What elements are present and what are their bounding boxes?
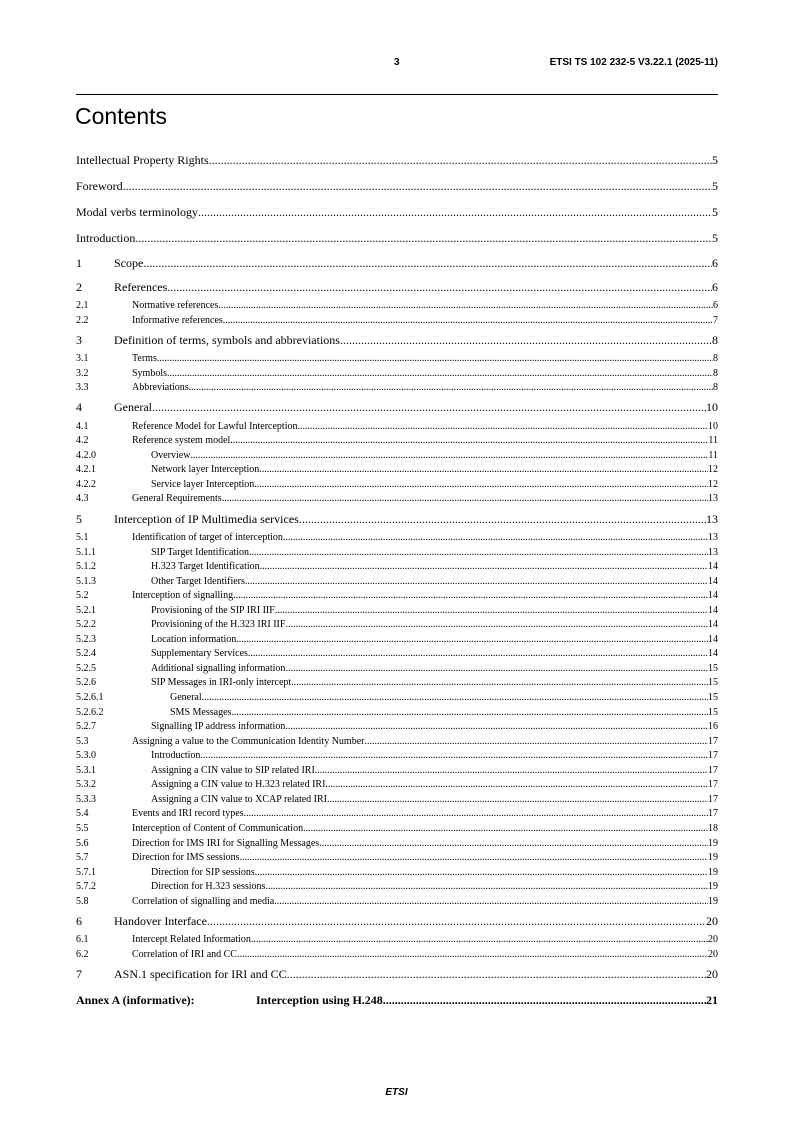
toc-entry-page: 19 (708, 837, 718, 849)
toc-entry-title: Introduction (76, 230, 136, 245)
toc-dot-leader (283, 531, 708, 546)
toc-entry-title: Interception of signalling (132, 590, 234, 602)
page-header (76, 57, 718, 71)
toc-dot-leader (190, 449, 708, 464)
toc-entry-title: Direction for IMS sessions (132, 852, 240, 864)
toc-entry-title: General (170, 692, 202, 704)
toc-entry[interactable] (76, 933, 718, 948)
toc-entry-number: 3 (76, 332, 82, 347)
toc-entry-page: 16 (708, 721, 718, 733)
toc-entry-number: 2.1 (76, 300, 89, 311)
toc-entry-number: 5.1.1 (76, 546, 96, 558)
footer-etsi: ETSI (385, 1087, 408, 1098)
toc-entry-title: Normative references (132, 300, 219, 311)
toc-entry[interactable] (76, 647, 718, 662)
toc-entry[interactable] (76, 851, 718, 866)
toc-entry-number: 4.3 (76, 493, 89, 505)
toc-entry-page: 17 (708, 779, 718, 791)
toc-dot-leader (275, 604, 708, 619)
toc-entry-page: 11 (708, 449, 718, 461)
toc-entry-number: 5.3 (76, 735, 89, 747)
toc-entry[interactable] (76, 633, 718, 648)
toc-entry-title: Interception of IP Multimedia services (114, 511, 299, 526)
toc-entry-page: 20 (706, 913, 718, 928)
toc-entry-page: 13 (706, 511, 718, 526)
toc-entry[interactable] (76, 463, 718, 478)
toc-entry-title: References (114, 279, 168, 294)
toc-entry[interactable] (76, 420, 718, 435)
toc-entry-page: 20 (708, 934, 718, 946)
toc-entry-number: 5.2.7 (76, 721, 96, 733)
toc-entry-title: Abbreviations (132, 382, 189, 394)
toc-dot-leader (303, 822, 708, 837)
toc-dot-leader (152, 400, 706, 415)
toc-entry-page: 14 (708, 575, 718, 587)
toc-dot-leader (340, 333, 712, 348)
toc-entry-title: Intercept Related Information (132, 934, 251, 946)
toc-entry-page: 15 (708, 662, 718, 674)
toc-entry-page: 19 (708, 881, 718, 893)
toc-entry-title: General Requirements (132, 493, 222, 505)
toc-entry-title: Modal verbs terminology (76, 204, 198, 219)
toc-entry-page: 13 (708, 532, 718, 544)
toc-entry-number: 5.3.2 (76, 779, 96, 791)
toc-dot-leader (202, 691, 708, 706)
toc-entry[interactable] (76, 251, 718, 275)
toc-entry-page: 15 (708, 706, 718, 718)
toc-dot-leader (383, 993, 706, 1008)
toc-entry-page: 6 (712, 279, 718, 294)
toc-dot-leader (207, 914, 706, 929)
toc-dot-leader (189, 381, 713, 396)
toc-entry-page: 15 (708, 677, 718, 689)
toc-entry[interactable] (76, 604, 718, 619)
toc-entry[interactable] (76, 720, 718, 735)
toc-entry-title: Intellectual Property Rights (76, 152, 209, 167)
toc-entry[interactable] (76, 986, 718, 1014)
toc-entry[interactable] (76, 895, 718, 910)
toc-entry-page: 8 (712, 332, 718, 347)
toc-entry-title: Reference system model (132, 435, 231, 447)
toc-entry-page: 20 (708, 948, 718, 960)
toc-entry-number: 4.2 (76, 435, 89, 447)
toc-entry[interactable] (76, 575, 718, 590)
toc-entry[interactable] (76, 560, 718, 575)
toc-entry-title: Other Target Identifiers (151, 575, 245, 587)
toc-dot-leader (233, 589, 708, 604)
header-rule (76, 94, 718, 95)
toc-entry[interactable] (76, 328, 718, 352)
toc-entry[interactable] (76, 778, 718, 793)
toc-entry-title: Assigning a CIN value to XCAP related IRI (151, 793, 327, 805)
toc-entry-page: 5 (712, 152, 718, 167)
document-identifier: ETSI TS 102 232-5 V3.22.1 (2025-11) (549, 57, 718, 68)
toc-entry-page: 8 (713, 382, 718, 394)
toc-entry-number: 5.2.1 (76, 604, 96, 616)
toc-entry-page: 6 (712, 255, 718, 270)
toc-entry[interactable] (76, 691, 718, 706)
toc-entry-page: 8 (713, 353, 718, 365)
toc-dot-leader (123, 179, 712, 194)
toc-entry-number: 5.2.6.2 (76, 706, 104, 718)
toc-dot-leader (240, 851, 709, 866)
toc-entry-title: Direction for SIP sessions (151, 866, 255, 878)
toc-dot-leader (274, 895, 708, 910)
toc-entry[interactable] (76, 880, 718, 895)
toc-entry-title: H.323 Target Identification (151, 561, 260, 573)
toc-entry-page: 11 (708, 435, 718, 447)
toc-entry-number: 5.6 (76, 837, 89, 849)
toc-dot-leader (143, 256, 712, 271)
toc-entry-number: 3.1 (76, 353, 89, 365)
page-number: 3 (394, 57, 400, 68)
toc-dot-leader (327, 793, 708, 808)
toc-entry-number: 7 (76, 966, 82, 981)
toc-dot-leader (285, 618, 708, 633)
toc-entry-number: 3.3 (76, 382, 89, 394)
toc-entry-number: 6.1 (76, 934, 89, 946)
toc-entry-title: Reference Model for Lawful Interception (132, 420, 298, 432)
toc-entry[interactable] (76, 546, 718, 561)
toc-entry-number: 5.2.6.1 (76, 692, 104, 704)
toc-entry[interactable] (76, 764, 718, 779)
toc-entry-page: 21 (706, 992, 718, 1007)
toc-entry-number: 4.2.1 (76, 464, 96, 476)
toc-dot-leader (200, 749, 708, 764)
toc-entry-page: 17 (708, 793, 718, 805)
toc-entry-page: 10 (708, 420, 718, 432)
toc-dot-leader (249, 546, 708, 561)
toc-entry-title: Interception of Content of Communication (132, 822, 304, 834)
toc-entry[interactable] (76, 531, 718, 546)
toc-entry-number: 3.2 (76, 367, 89, 379)
toc-entry-title: Correlation of IRI and CC (132, 948, 237, 960)
toc-dot-leader (287, 967, 706, 982)
toc-entry[interactable] (76, 589, 718, 604)
toc-entry-number: 5.7.2 (76, 881, 96, 893)
toc-entry[interactable] (76, 449, 718, 464)
toc-entry-title: Definition of terms, symbols and abbreviations (114, 332, 340, 347)
toc-dot-leader (260, 560, 708, 575)
toc-dot-leader (237, 948, 708, 963)
toc-entry-title: Service layer Interception (151, 478, 255, 490)
toc-entry-title: Symbols (132, 367, 168, 379)
toc-dot-leader (231, 706, 708, 721)
toc-entry[interactable] (76, 478, 718, 493)
toc-entry[interactable] (76, 173, 718, 199)
toc-entry-number: 5.7.1 (76, 866, 96, 878)
toc-dot-leader (259, 463, 708, 478)
toc-entry-title: Network layer Interception (151, 464, 260, 476)
toc-entry[interactable] (76, 793, 718, 808)
toc-entry-page: 17 (708, 764, 718, 776)
toc-entry-title: Foreword (76, 178, 123, 193)
toc-dot-leader (223, 314, 713, 329)
toc-entry-title: Handover Interface (114, 913, 207, 928)
toc-entry-number: 6 (76, 913, 82, 928)
toc-entry-title: Assigning a CIN value to SIP related IRI (151, 764, 315, 776)
toc-entry-number: 4 (76, 400, 82, 415)
toc-entry-page: 14 (708, 561, 718, 573)
toc-dot-leader (157, 352, 713, 367)
toc-entry[interactable] (76, 662, 718, 677)
toc-entry[interactable] (76, 909, 718, 933)
toc-entry-title: SIP Target Identification (151, 546, 249, 558)
toc-entry-page: 19 (708, 866, 718, 878)
toc-dot-leader (265, 880, 708, 895)
toc-dot-leader (325, 778, 708, 793)
toc-entry-number: 5.2.3 (76, 633, 96, 645)
toc-entry-number: 5.3.0 (76, 750, 96, 762)
toc-entry-page: 14 (708, 604, 718, 616)
toc-entry-number: 5.2.6 (76, 677, 96, 689)
toc-entry[interactable] (76, 275, 718, 299)
toc-entry-page: 18 (708, 822, 718, 834)
toc-entry-title: Events and IRI record types (132, 808, 244, 820)
toc-dot-leader (248, 647, 708, 662)
toc-entry[interactable] (76, 749, 718, 764)
toc-entry-page: 20 (706, 966, 718, 981)
toc-entry-page: 5 (712, 178, 718, 193)
toc-entry[interactable] (76, 314, 718, 329)
toc-entry[interactable] (76, 676, 718, 691)
toc-entry-title: Assigning a CIN value to H.323 related IRI (151, 779, 326, 791)
toc-entry[interactable] (76, 225, 718, 251)
toc-dot-leader (364, 735, 708, 750)
toc-entry[interactable] (76, 492, 718, 507)
toc-entry-number: 2 (76, 279, 82, 294)
toc-dot-leader (209, 153, 712, 168)
toc-entry[interactable] (76, 962, 718, 986)
toc-entry-page: 14 (708, 648, 718, 660)
table-of-contents (76, 147, 718, 1014)
toc-entry-number: 5.2.4 (76, 648, 96, 660)
toc-entry-number: 5.1 (76, 532, 89, 544)
toc-entry-number: 5.3.1 (76, 764, 96, 776)
toc-entry-page: 12 (708, 478, 718, 490)
toc-entry-page: 5 (712, 230, 718, 245)
toc-entry[interactable] (76, 822, 718, 837)
toc-dot-leader (244, 807, 708, 822)
toc-entry-title: Informative references (132, 314, 223, 326)
toc-dot-leader (135, 231, 712, 246)
toc-entry-number: 5.3.3 (76, 793, 96, 805)
toc-entry-title: Direction for IMS IRI for Signalling Messages (132, 837, 320, 849)
toc-dot-leader (245, 575, 708, 590)
toc-dot-leader (236, 633, 708, 648)
toc-entry-number: 5.4 (76, 808, 89, 820)
toc-entry-number: 1 (76, 255, 82, 270)
toc-dot-leader (251, 933, 708, 948)
toc-entry-title: SMS Messages (170, 706, 232, 718)
toc-entry-number: 4.1 (76, 420, 89, 432)
toc-entry[interactable] (76, 807, 718, 822)
toc-entry[interactable] (76, 147, 718, 173)
toc-entry-number: 5.2.2 (76, 619, 96, 631)
toc-entry-number: Annex A (informative): (76, 992, 195, 1007)
toc-entry-page: 6 (713, 300, 718, 311)
toc-entry-page: 19 (708, 895, 718, 907)
toc-dot-leader (297, 420, 708, 435)
toc-dot-leader (167, 280, 712, 295)
toc-entry-page: 17 (708, 750, 718, 762)
toc-entry-number: 5.1.2 (76, 561, 96, 573)
toc-entry-number: 5.2.5 (76, 662, 96, 674)
toc-entry-title: Introduction (151, 750, 201, 762)
toc-entry[interactable] (76, 837, 718, 852)
toc-entry[interactable] (76, 706, 718, 721)
toc-entry-page: 15 (708, 692, 718, 704)
toc-dot-leader (319, 837, 708, 852)
toc-dot-leader (255, 866, 708, 881)
toc-entry-number: 5.5 (76, 822, 89, 834)
toc-entry-number: 5.7 (76, 852, 89, 864)
toc-entry-title: SIP Messages in IRI-only intercept (151, 677, 292, 689)
toc-dot-leader (315, 764, 708, 779)
toc-entry[interactable] (76, 299, 718, 314)
toc-entry-title: Supplementary Services (151, 648, 248, 660)
toc-dot-leader (218, 299, 713, 314)
toc-entry-title: Correlation of signalling and media (132, 895, 275, 907)
toc-dot-leader (222, 492, 708, 507)
toc-entry-number: 5 (76, 511, 82, 526)
toc-dot-leader (254, 478, 708, 493)
toc-entry[interactable] (76, 866, 718, 881)
toc-entry-page: 14 (708, 590, 718, 602)
toc-entry-page: 12 (708, 464, 718, 476)
toc-entry-title: ASN.1 specification for IRI and CC (114, 966, 287, 981)
toc-entry-page: 19 (708, 852, 718, 864)
toc-entry-number: 2.2 (76, 314, 89, 326)
toc-entry[interactable] (76, 618, 718, 633)
toc-entry-page: 17 (708, 735, 718, 747)
toc-entry-title: Direction for H.323 sessions (151, 881, 266, 893)
toc-entry[interactable] (76, 199, 718, 225)
toc-entry-title: General (114, 400, 152, 415)
toc-entry[interactable] (76, 367, 718, 382)
toc-entry-number: 5.8 (76, 895, 89, 907)
toc-entry-number: 5.2 (76, 590, 89, 602)
toc-entry-title: Terms (132, 353, 157, 365)
toc-entry-title: Signalling IP address information (151, 721, 286, 733)
toc-entry-title: Overview (151, 449, 191, 461)
toc-dot-leader (198, 205, 712, 220)
toc-dot-leader (230, 434, 708, 449)
toc-entry-title: Interception using H.248 (256, 992, 383, 1007)
toc-entry-title: Scope (114, 255, 144, 270)
toc-entry[interactable] (76, 735, 718, 750)
toc-entry-page: 14 (708, 633, 718, 645)
toc-entry[interactable] (76, 948, 718, 963)
toc-entry[interactable] (76, 507, 718, 531)
toc-dot-leader (285, 720, 708, 735)
toc-entry[interactable] (76, 352, 718, 367)
toc-entry-page: 5 (712, 204, 718, 219)
toc-entry-page: 17 (708, 808, 718, 820)
toc-entry-page: 8 (713, 367, 718, 379)
toc-entry-number: 4.2.0 (76, 449, 96, 461)
toc-entry-page: 14 (708, 619, 718, 631)
toc-entry[interactable] (76, 396, 718, 420)
toc-entry-title: Provisioning of the H.323 IRI IIF (151, 619, 286, 631)
toc-entry[interactable] (76, 381, 718, 396)
toc-entry-title: Additional signalling information (151, 662, 286, 674)
contents-title: Contents (75, 103, 168, 129)
toc-entry-title: Identification of target of interception (132, 532, 283, 544)
toc-dot-leader (299, 512, 706, 527)
toc-entry-number: 5.1.3 (76, 575, 96, 587)
toc-entry-title: Assigning a value to the Communication Identity Number (132, 735, 365, 747)
toc-entry-title: Location information (151, 633, 237, 645)
toc-entry[interactable] (76, 434, 718, 449)
toc-entry-page: 7 (713, 314, 718, 326)
toc-entry-number: 6.2 (76, 948, 89, 960)
toc-dot-leader (285, 662, 708, 677)
toc-entry-number: 4.2.2 (76, 478, 96, 490)
toc-entry-page: 13 (708, 546, 718, 558)
toc-entry-title: Provisioning of the SIP IRI IIF (151, 604, 275, 616)
toc-entry-page: 10 (706, 400, 718, 415)
toc-dot-leader (167, 367, 713, 382)
toc-dot-leader (291, 676, 708, 691)
toc-entry-page: 13 (708, 493, 718, 505)
